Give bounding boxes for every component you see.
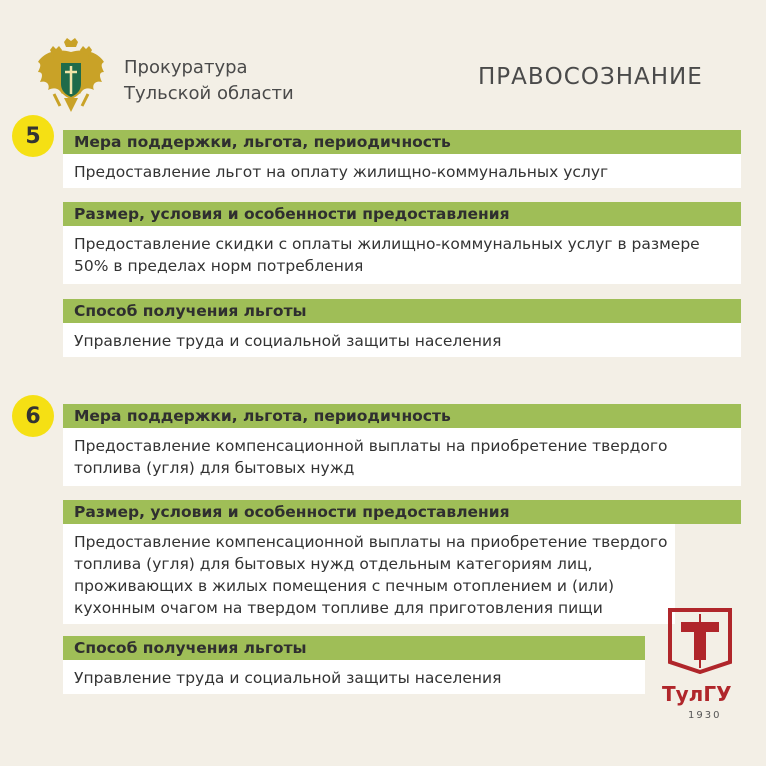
tulgu-book-t-icon [667,604,733,674]
measure-text: Предоставление компенсационной выплаты на приобретение твердого топлива (угля) для бытовых нужд [63,428,741,486]
organization-name-line1: Прокуратура [124,57,248,78]
section-number-badge: 5 [12,115,54,157]
method-text: Управление труда и социальной защиты населения [63,323,741,357]
conditions-text: Предоставление скидки с оплаты жилищно-коммунальных услуг в размере 50% в пределах норм потребления [63,226,741,284]
method-header: Способ получения льготы [63,299,741,323]
logo-name: ТулГУ [662,682,732,706]
conditions-header: Размер, условия и особенности предоставления [63,500,741,524]
logo-year: 1930 [688,710,722,721]
page-title: ПРАВОСОЗНАНИЕ [478,64,703,90]
method-text: Управление труда и социальной защиты населения [63,660,645,694]
organization-name-line2: Тульской области [124,83,294,104]
measure-header: Мера поддержки, льгота, периодичность [63,130,741,154]
method-header: Способ получения льготы [63,636,645,660]
organization-name [124,55,294,107]
double-headed-eagle-emblem-icon [36,38,106,114]
measure-header: Мера поддержки, льгота, периодичность [63,404,741,428]
conditions-header: Размер, условия и особенности предоставления [63,202,741,226]
conditions-text: Предоставление компенсационной выплаты на приобретение твердого топлива (угля) для бытовых нужд отдельным категориям лиц, проживающих в жилых помещения с печным отоплением и (или) кухонным очагом на твердом топливе для приготовления пищи [63,524,675,624]
measure-text: Предоставление льгот на оплату жилищно-коммунальных услуг [63,154,741,188]
section-number-badge: 6 [12,395,54,437]
